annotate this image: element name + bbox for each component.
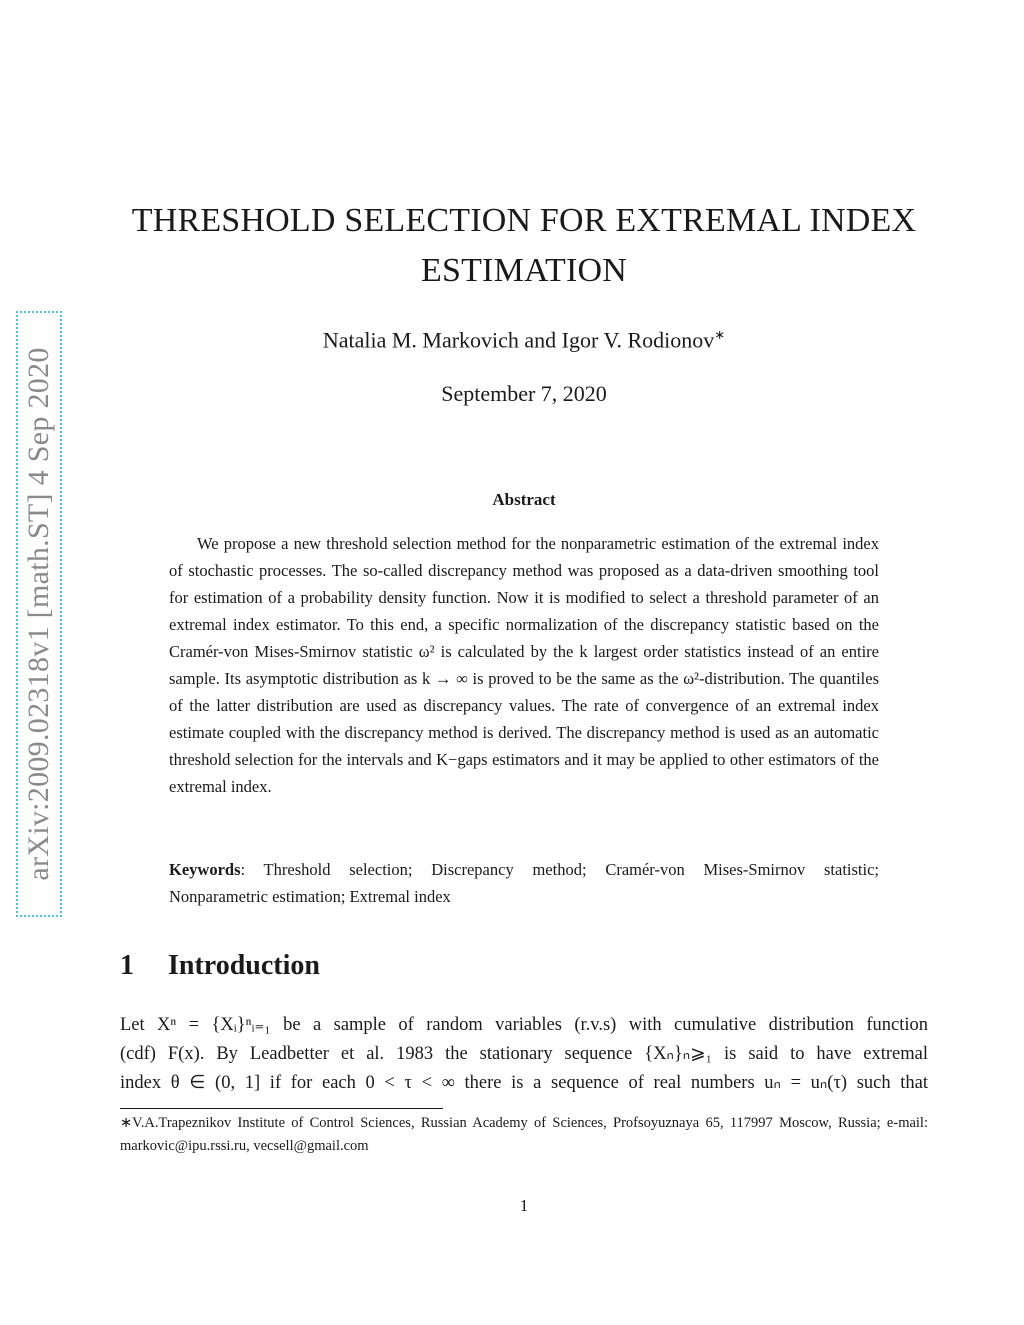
section-title: Introduction bbox=[168, 950, 320, 981]
intro-line: (cdf) F(x). By Leadbetter et al. 1983 the stationary sequence {Xₙ}ₙ⩾₁ is said to have extremal bbox=[120, 1044, 928, 1064]
paper-authors bbox=[100, 327, 948, 353]
footnote-divider bbox=[120, 1108, 443, 1109]
arxiv-identifier-stamp bbox=[16, 311, 62, 917]
paper-date: September 7, 2020 bbox=[441, 381, 607, 406]
arxiv-identifier-text: arXiv:2009.02318v1 [math.ST] 4 Sep 2020 bbox=[22, 347, 55, 881]
page-number: 1 bbox=[519, 1196, 529, 1215]
section-number: 1 bbox=[120, 950, 134, 981]
keywords bbox=[169, 856, 879, 910]
introduction-paragraph bbox=[120, 1011, 928, 1098]
keywords-label: Keywords bbox=[169, 860, 241, 879]
abstract-text: We propose a new threshold selection method for the nonparametric estimation of the extremal index of stochastic processes. The so-called discrepancy method was proposed as a data-driven smoothing tool for estimation of a probability density function. Now it is modified to select a threshold parameter of an extremal index estimator. To this end, a specific normalization of the discrepancy statistic based on the Cramér-von Mises-Smirnov statistic ω² is calculated by the k largest order statistics instead of an entire sample. Its asymptotic distribution as k → ∞ is proved to be the same as the ω²-distribution. The quantiles of the latter distribution are used as discrepancy values. The rate of convergence of an extremal index estimate coupled with the discrepancy method is derived. The discrepancy method is used as an automatic threshold selection for the intervals and K−gaps estimators and it may be applied to other estimators of the extremal index. bbox=[169, 534, 879, 796]
author-names: Natalia M. Markovich and Igor V. Rodionov bbox=[322, 327, 715, 353]
author-footnote-mark: ∗ bbox=[714, 327, 726, 342]
intro-line: index θ ∈ (0, 1] if for each 0 < τ < ∞ there is a sequence of real numbers uₙ = uₙ(τ) such that bbox=[120, 1073, 928, 1093]
intro-line: Let Xⁿ = {Xᵢ}ⁿᵢ₌₁ be a sample of random variables (r.v.s) with cumulative distribution function bbox=[120, 1015, 928, 1035]
paper-title: THRESHOLD SELECTION FOR EXTREMAL INDEX ESTIMATION bbox=[131, 202, 917, 289]
abstract-heading: Abstract bbox=[492, 490, 556, 509]
author-affiliation-footnote: ∗V.A.Trapeznikov Institute of Control Sciences, Russian Academy of Sciences, Profsoyuznaya 65, 117997 Moscow, Russia; e-mail: markovic@ipu.rssi.ru, vecsell@gmail.com bbox=[120, 1115, 928, 1154]
keywords-text: : Threshold selection; Discrepancy method; Cramér-von Mises-Smirnov statistic; Nonparametric estimation; Extremal index bbox=[169, 860, 879, 906]
section-heading bbox=[120, 950, 320, 982]
